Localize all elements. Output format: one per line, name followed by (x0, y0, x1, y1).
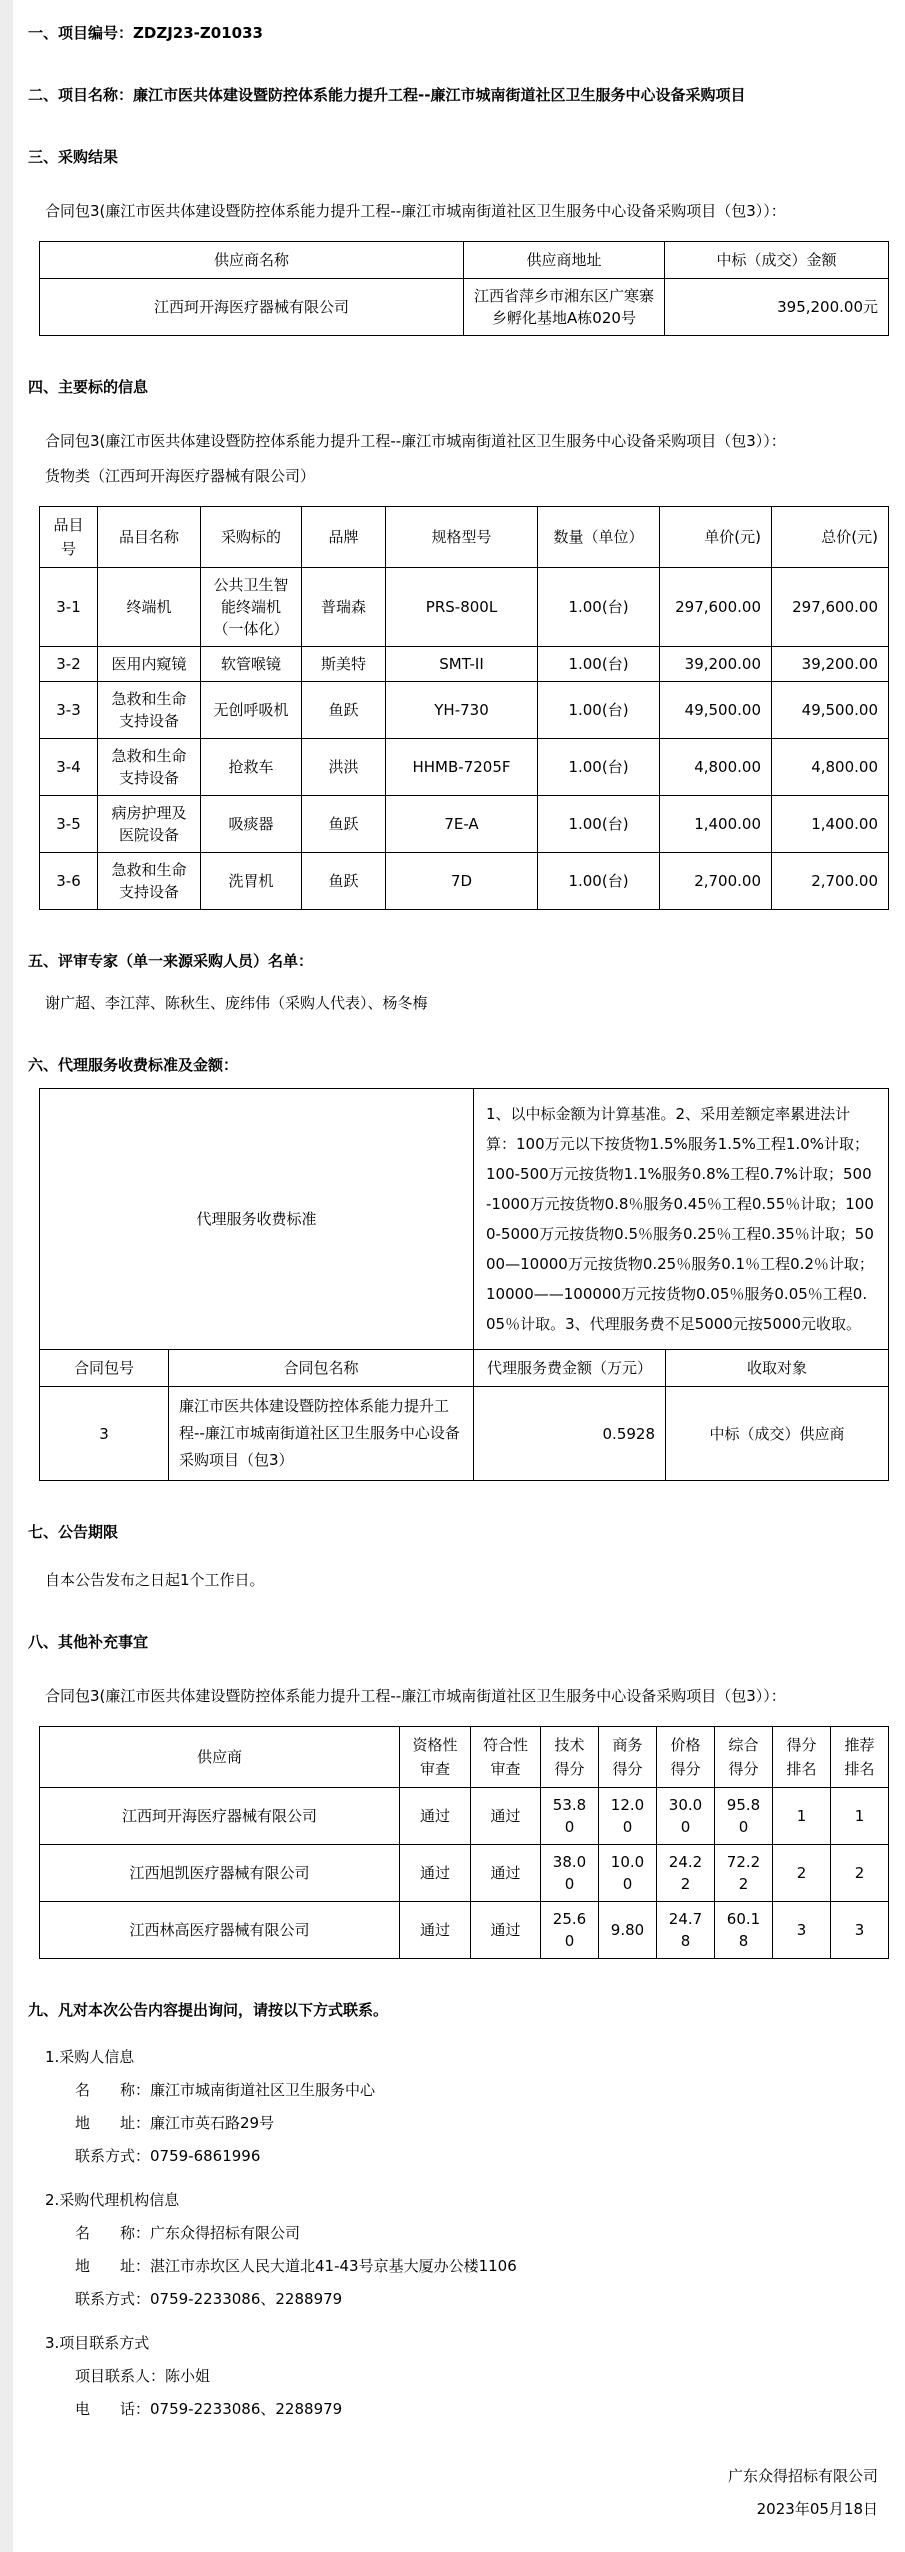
cell-quantity-unit: 1.00(台) (538, 853, 660, 910)
cell-supplier: 江西林高医疗器械有限公司 (40, 1902, 400, 1959)
cell-score-rank: 2 (773, 1845, 831, 1902)
header-supplier-address: 供应商地址 (464, 242, 665, 279)
cell-procurement-subject: 软管喉镜 (201, 647, 302, 682)
cell-technical-score: 38.00 (541, 1845, 599, 1902)
cell-total-price: 4,800.00 (772, 739, 889, 796)
cell-score-rank: 1 (773, 1788, 831, 1845)
header-brand: 品牌 (302, 507, 386, 568)
items-table-row (40, 739, 889, 796)
section-6-agency-fee-heading: 六、代理服务收费标准及金额： (28, 1056, 239, 1074)
review-table-row (40, 1788, 889, 1845)
cell-qualification-review: 通过 (400, 1845, 471, 1902)
cell-item-no: 3-1 (40, 568, 98, 647)
section-4-package-text: 合同包3(廉江市医共体建设暨防控体系能力提升工程--廉江市城南街道社区卫生服务中心设备采购项目（包3））： (45, 432, 786, 450)
section-4-subject-info-heading: 四、主要标的信息 (28, 378, 149, 396)
header-technical-score: 技术得分 (541, 1727, 599, 1788)
cell-fee-payer: 中标（成交）供应商 (666, 1387, 889, 1481)
cell-quantity-unit: 1.00(台) (538, 682, 660, 739)
cell-item-name: 急救和生命支持设备 (98, 739, 201, 796)
section-2-project-name-heading: 二、项目名称：廉江市医共体建设暨防控体系能力提升工程--廉江市城南街道社区卫生服务中心设备采购项目 (28, 86, 746, 104)
items-table-row (40, 568, 889, 647)
section-7-notice-period-heading: 七、公告期限 (28, 1523, 119, 1541)
cell-brand: 洪洪 (302, 739, 386, 796)
section-8-supplementary-heading: 八、其他补充事宜 (28, 1633, 149, 1651)
cell-unit-price: 39,200.00 (660, 647, 772, 682)
header-quantity-unit: 数量（单位） (538, 507, 660, 568)
cell-package-no: 3 (40, 1387, 169, 1481)
signing-company: 广东众得招标有限公司 (727, 2467, 878, 2485)
cell-technical-score: 53.80 (541, 1788, 599, 1845)
header-procurement-subject: 采购标的 (201, 507, 302, 568)
items-table-row (40, 647, 889, 682)
header-item-name: 品目名称 (98, 507, 201, 568)
fee-standard-label: 代理服务收费标准 (40, 1089, 474, 1350)
agency-fee-table (39, 1088, 889, 1481)
cell-business-score: 10.00 (599, 1845, 657, 1902)
cell-item-no: 3-5 (40, 796, 98, 853)
agency-address-line: 地 址：湛江市赤坎区人民大道北41-43号京基大厦办公楼1106 (75, 2257, 517, 2275)
cell-item-no: 3-4 (40, 739, 98, 796)
result-table-row (40, 279, 889, 336)
signature-block (28, 2460, 878, 2526)
section-4-package-line (45, 424, 878, 494)
cell-recommend-rank: 2 (831, 1845, 889, 1902)
cell-brand: 鱼跃 (302, 853, 386, 910)
cell-unit-price: 297,600.00 (660, 568, 772, 647)
cell-conformity-review: 通过 (471, 1845, 541, 1902)
cell-composite-score: 95.80 (715, 1788, 773, 1845)
cell-item-no: 3-3 (40, 682, 98, 739)
cell-quantity-unit: 1.00(台) (538, 647, 660, 682)
cell-item-name: 终端机 (98, 568, 201, 647)
header-total-price: 总价(元) (772, 507, 889, 568)
cell-spec-model: 7E-A (386, 796, 538, 853)
header-package-no: 合同包号 (40, 1350, 169, 1387)
cell-brand: 鱼跃 (302, 796, 386, 853)
header-supplier-name: 供应商名称 (40, 242, 464, 279)
expert-names-line: 谢广超、李江萍、陈秋生、庞纬伟（采购人代表）、杨冬梅 (45, 994, 428, 1012)
cell-package-name: 廉江市医共体建设暨防控体系能力提升工程--廉江市城南街道社区卫生服务中心设备采购项目（包3） (169, 1387, 474, 1481)
cell-item-name: 急救和生命支持设备 (98, 853, 201, 910)
cell-qualification-review: 通过 (400, 1788, 471, 1845)
cell-quantity-unit: 1.00(台) (538, 568, 660, 647)
cell-total-price: 2,700.00 (772, 853, 889, 910)
items-table-row (40, 853, 889, 910)
header-score-rank: 得分排名 (773, 1727, 831, 1788)
cell-composite-score: 72.22 (715, 1845, 773, 1902)
cell-award-amount: 395,200.00元 (665, 279, 889, 336)
purchaser-info-title: 1.采购人信息 (45, 2048, 135, 2066)
header-fee-payer: 收取对象 (666, 1350, 889, 1387)
procurement-result-table (39, 241, 889, 336)
cell-conformity-review: 通过 (471, 1788, 541, 1845)
header-price-score: 价格得分 (657, 1727, 715, 1788)
cell-unit-price: 49,500.00 (660, 682, 772, 739)
project-contact-phone-line: 电 话：0759-2233086、2288979 (75, 2400, 343, 2418)
cell-supplier: 江西珂开海医疗器械有限公司 (40, 1788, 400, 1845)
cell-quantity-unit: 1.00(台) (538, 796, 660, 853)
page-left-gutter (0, 0, 13, 2552)
cell-supplier-address: 江西省萍乡市湘东区广寒寨乡孵化基地A栋020号 (464, 279, 665, 336)
result-table-header-row (40, 242, 889, 279)
section-8-package-line: 合同包3(廉江市医共体建设暨防控体系能力提升工程--廉江市城南街道社区卫生服务中心设备采购项目（包3））： (45, 1687, 786, 1705)
cell-procurement-subject: 公共卫生智能终端机（一体化） (201, 568, 302, 647)
items-table-header-row (40, 507, 889, 568)
cell-total-price: 49,500.00 (772, 682, 889, 739)
purchaser-contact-line: 联系方式：0759-6861996 (75, 2147, 261, 2165)
cell-score-rank: 3 (773, 1902, 831, 1959)
review-score-table (39, 1726, 889, 1959)
purchaser-address-line: 地 址：廉江市英石路29号 (75, 2114, 275, 2132)
cell-supplier: 江西旭凯医疗器械有限公司 (40, 1845, 400, 1902)
cell-procurement-subject: 吸痰器 (201, 796, 302, 853)
review-table-row (40, 1902, 889, 1959)
header-qualification-review: 资格性审查 (400, 1727, 471, 1788)
cell-conformity-review: 通过 (471, 1902, 541, 1959)
fee-standard-row (40, 1089, 889, 1350)
header-unit-price: 单价(元) (660, 507, 772, 568)
cell-recommend-rank: 1 (831, 1788, 889, 1845)
notice-period-text: 自本公告发布之日起1个工作日。 (45, 1571, 265, 1589)
cell-unit-price: 2,700.00 (660, 853, 772, 910)
cell-quantity-unit: 1.00(台) (538, 739, 660, 796)
header-spec-model: 规格型号 (386, 507, 538, 568)
section-3-package-line: 合同包3(廉江市医共体建设暨防控体系能力提升工程--廉江市城南街道社区卫生服务中心设备采购项目（包3））： (45, 202, 786, 220)
cell-technical-score: 25.60 (541, 1902, 599, 1959)
header-conformity-review: 符合性审查 (471, 1727, 541, 1788)
cell-recommend-rank: 3 (831, 1902, 889, 1959)
cell-price-score: 24.78 (657, 1902, 715, 1959)
agency-contact-line: 联系方式：0759-2233086、2288979 (75, 2290, 343, 2308)
header-business-score: 商务得分 (599, 1727, 657, 1788)
items-table-row (40, 682, 889, 739)
cell-spec-model: YH-730 (386, 682, 538, 739)
cell-fee-amount: 0.5928 (474, 1387, 666, 1481)
fee-table-row (40, 1387, 889, 1481)
cell-spec-model: PRS-800L (386, 568, 538, 647)
purchaser-name-line: 名 称：廉江市城南街道社区卫生服务中心 (75, 2081, 376, 2099)
agency-name-line: 名 称：广东众得招标有限公司 (75, 2224, 301, 2242)
cell-business-score: 9.80 (599, 1902, 657, 1959)
cell-item-name: 急救和生命支持设备 (98, 682, 201, 739)
signing-date: 2023年05月18日 (756, 2500, 878, 2518)
cell-composite-score: 60.18 (715, 1902, 773, 1959)
cell-procurement-subject: 抢救车 (201, 739, 302, 796)
review-table-row (40, 1845, 889, 1902)
cell-procurement-subject: 洗胃机 (201, 853, 302, 910)
items-table-row (40, 796, 889, 853)
project-contact-person-line: 项目联系人：陈小姐 (75, 2367, 211, 2385)
section-5-experts-heading: 五、评审专家（单一来源采购人员）名单： (28, 952, 314, 970)
cell-item-no: 3-2 (40, 647, 98, 682)
header-composite-score: 综合得分 (715, 1727, 773, 1788)
section-9-contact-heading: 九、凡对本次公告内容提出询问，请按以下方式联系。 (28, 2001, 389, 2019)
items-table (39, 506, 889, 910)
cell-brand: 普瑞森 (302, 568, 386, 647)
cell-item-name: 医用内窥镜 (98, 647, 201, 682)
header-item-no: 品目号 (40, 507, 98, 568)
cell-spec-model: HHMB-7205F (386, 739, 538, 796)
cell-price-score: 24.22 (657, 1845, 715, 1902)
cell-brand: 鱼跃 (302, 682, 386, 739)
header-recommend-rank: 推荐排名 (831, 1727, 889, 1788)
cell-total-price: 39,200.00 (772, 647, 889, 682)
cell-spec-model: 7D (386, 853, 538, 910)
header-package-name: 合同包名称 (169, 1350, 474, 1387)
fee-standard-text: 1、以中标金额为计算基准。2、采用差额定率累进法计算：100万元以下按货物1.5%服务1.5%工程1.0%计取；100-500万元按货物1.1%服务0.8%工程0.7%计取；500-1000万元按货物0.8％服务0.45％工程0.55％计取；1000-5000万元按货物0.5％服务0.25％工程0.35％计取；5000—10000万元按货物0.25％服务0.1％工程0.2％计取；10000——100000万元按货物0.05％服务0.05％工程0.05％计取。3、代理服务费不足5000元按5000元收取。 (474, 1089, 889, 1350)
section-4-category-text: 货物类（江西珂开海医疗器械有限公司） (45, 467, 316, 485)
header-fee-amount: 代理服务费金额（万元） (474, 1350, 666, 1387)
section-1-project-number-heading: 一、项目编号：ZDZJ23-Z01033 (28, 24, 263, 42)
cell-item-name: 病房护理及医院设备 (98, 796, 201, 853)
cell-business-score: 12.00 (599, 1788, 657, 1845)
contact-info-block (28, 2041, 878, 2426)
cell-price-score: 30.00 (657, 1788, 715, 1845)
cell-brand: 斯美特 (302, 647, 386, 682)
cell-supplier-name: 江西珂开海医疗器械有限公司 (40, 279, 464, 336)
cell-spec-model: SMT-II (386, 647, 538, 682)
header-supplier: 供应商 (40, 1727, 400, 1788)
section-3-procurement-result-heading: 三、采购结果 (28, 148, 119, 166)
cell-item-no: 3-6 (40, 853, 98, 910)
fee-table-header-row (40, 1350, 889, 1387)
cell-total-price: 1,400.00 (772, 796, 889, 853)
cell-qualification-review: 通过 (400, 1902, 471, 1959)
cell-total-price: 297,600.00 (772, 568, 889, 647)
header-award-amount: 中标（成交）金额 (665, 242, 889, 279)
project-contact-title: 3.项目联系方式 (45, 2334, 150, 2352)
cell-procurement-subject: 无创呼吸机 (201, 682, 302, 739)
agency-info-title: 2.采购代理机构信息 (45, 2191, 180, 2209)
cell-unit-price: 4,800.00 (660, 739, 772, 796)
cell-unit-price: 1,400.00 (660, 796, 772, 853)
review-table-header-row (40, 1727, 889, 1788)
